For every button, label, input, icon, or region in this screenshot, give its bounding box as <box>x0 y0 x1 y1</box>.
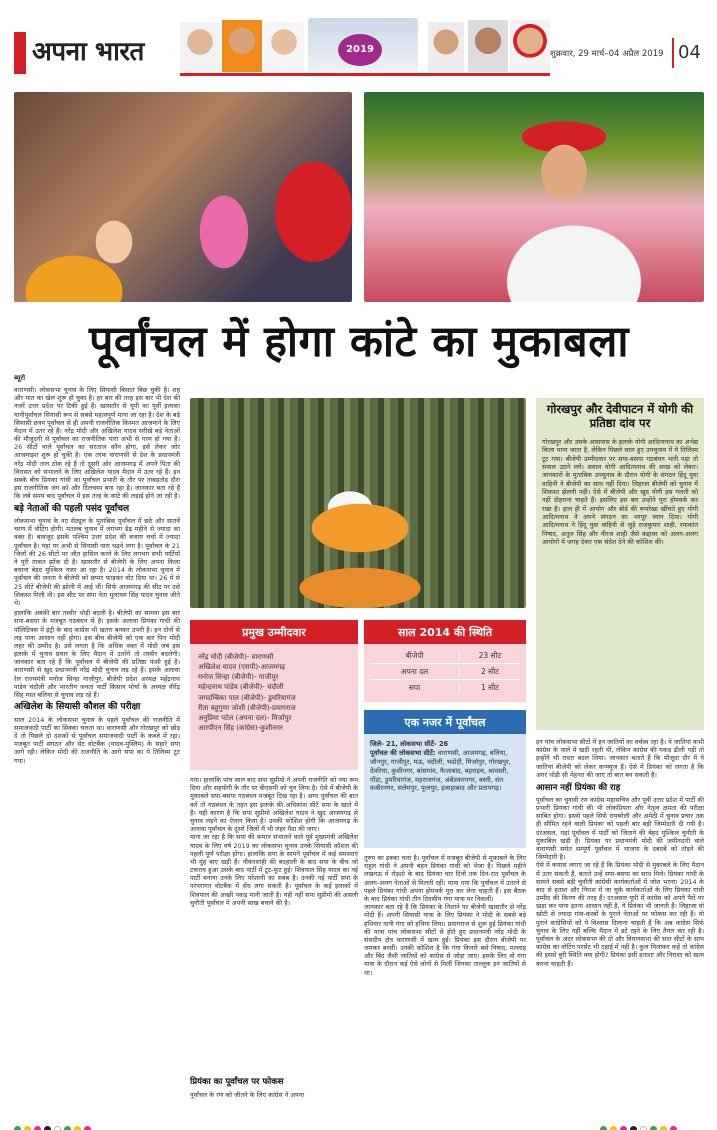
seats-cell: 1 सीट <box>481 683 499 692</box>
glance-box-body <box>370 740 520 793</box>
candidate-item: जगदम्बिका पाल (बीजेपी)- डुमरियागंज <box>198 693 296 702</box>
paragraph: साल 2014 के लोकसभा चुनाव के पहले पूर्वांचल की राजनीति में समाजवादी पार्टी का सिक्का चलता था। वाराणसी और गोरखपुर को छोड़ दें तो पिछले दो दशकों से पूर्वांचल समाजवादी पार्टी के कब्जे में रहा। मजबूत पार्टी संगठन और सेट वोटबैंक (यादव-मुस्लिम) के सहारे सपा आगे रही। लेकिन मोदी की राजनीति के आगे सपा का ये तिलिस्म टूट गया। <box>14 715 180 765</box>
leader-photo <box>222 20 262 72</box>
brand-title: अपना भारत <box>32 37 144 67</box>
color-dot <box>44 1126 51 1130</box>
candidate-item: अखिलेश यादव (एसपी)-आजमगढ़ <box>198 663 286 672</box>
party-cell: अपना दल <box>370 667 460 677</box>
byline: ब्यूरो <box>14 374 26 382</box>
priyanka-prayer-photo <box>14 92 352 302</box>
table-row <box>370 680 520 696</box>
subhead-priyanka-path: आसान नहीं प्रियंका की राह <box>536 782 621 793</box>
subhead-priyanka-focus-block <box>190 1072 358 1116</box>
glance-line-1: जिले- 21, लोकसभा सीटें- 26 <box>370 740 449 748</box>
roadshow-photo <box>190 398 526 608</box>
masthead-red-bar <box>14 32 26 74</box>
color-dot <box>670 1126 677 1130</box>
badge-2019: 2019 <box>338 34 382 66</box>
subhead-akhilesh: अखिलेश के सियासी कौशल की परीक्षा <box>14 702 141 713</box>
candidate-item: नरेंद्र मोदी (बीजेपी)- वाराणसी <box>198 653 274 661</box>
color-dot <box>74 1126 81 1130</box>
page-number: 04 <box>678 42 701 63</box>
color-dot <box>620 1126 627 1130</box>
article-middle-right-column <box>364 854 526 1116</box>
footer-color-dots-right <box>600 1118 680 1130</box>
color-dot <box>630 1126 637 1130</box>
color-dot <box>14 1126 21 1130</box>
issue-date: शुक्रवार, 29 मार्च–04 अप्रैल 2019 <box>550 49 664 59</box>
gorakhpur-sidebar <box>536 398 704 730</box>
leader-photo <box>510 20 550 72</box>
candidates-list <box>198 652 354 733</box>
status-2014-title-bar: साल 2014 की स्थिति <box>364 620 526 644</box>
masthead <box>14 14 704 78</box>
akhilesh-speech-photo <box>364 92 704 302</box>
leader-photo <box>428 22 464 72</box>
color-dot <box>54 1126 61 1130</box>
subhead-priyanka-focus: प्रियंका का पूर्वांचल पर फोकस <box>190 1077 284 1087</box>
paragraph: इन पांच लोकसभा सीटों में इन जातियों का वर्चस्व रहा है। ये जातियां कभी कांग्रेस के पाले में खड़ी रहती थीं, लेकिन कांग्रेस की पकड़ ढीली पड़ी तो इन्होंने भी रास्ता बदल लिया। जानकार बताते हैं कि मौजूदा दौर में ये जातियां बीजेपी को लेकर कन्फ्यूज हैं। ऐसे में प्रियंका को लगता है कि अगर थोड़ी सी मेहनत की जाए तो बात बन सकती है। <box>536 738 704 779</box>
party-cell: सपा <box>370 683 460 693</box>
seats-cell: 23 सीट <box>478 650 502 660</box>
candidate-item: अनुप्रिया पटेल (अपना दल)- मिर्जापुर <box>198 713 292 722</box>
leader-photo <box>180 22 220 72</box>
candidate-item: महेन्द्रनाथ पांडेय (बीजेपी)- चंदौली <box>198 683 284 692</box>
color-dot <box>600 1126 607 1130</box>
candidate-item: रीता बहुगुणा जोशी (बीजेपी)-प्रयागराज <box>198 703 296 712</box>
page-divider <box>672 38 674 68</box>
article-left-column <box>14 374 180 1114</box>
paragraph: हालांकि अबकी बार तस्वीर थोड़ी बदली है। बीजेपी का सामना इस बार सपा-बसपा के मजबूत गठबंधन से है। इसके अलावा प्रियंका गांधी की पॉलिटिक्स में इंट्री के बाद कांग्रेस भी खतरा बनकर उभरी है। इन दोनों से लड़ पाना आसान नहीं होगा। इस बीच बीजेपी को एक बार फिर मोदी लहर की उम्मीद है। उसे लगता है कि अधिक वक्त में मोदी जब इस इलाके में चुनाव प्रचार के लिए मैदान में उतरेंगे तो तस्वीर बदलेगी। जानकार बता रहे हैं कि पूर्वांचल में बीजेपी की प्रतिष्ठा फंसी हुई है। वाराणसी से खुद प्रधानमंत्री नरेंद्र मोदी चुनाव लड़ रहे हैं। इसके अलावा रेल राज्यमंत्री मनोज सिन्हा गाजीपुर, बीजेपी प्रदेश अध्यक्ष महेंद्रनाथ पांडेय चंदौली और भारतीय जनता पार्टी किसान मोर्चा के अध्यक्ष वीरेंद्र सिंह मस्त बलिया से चुनाव लड़ रहे हैं। <box>14 609 180 700</box>
seats-cell: 2 सीट <box>481 666 499 676</box>
color-dot <box>660 1126 667 1130</box>
glance-box <box>364 710 526 848</box>
status-2014-box <box>364 620 526 702</box>
table-row <box>370 648 520 664</box>
color-dot <box>64 1126 71 1130</box>
paragraph: गया। हालांकि पांच साल बाद सपा सुप्रीमो ने अपनी राजनीति को नया रूप दिया और सहयोगी के तौर पर बीएसपी को चुन लिया है। ऐसे में बीजेपी के मुकाबले सपा-बसपा गठबंधन मजबूत दिख रहा है। अगर पूर्वांचल की बात करें तो गठबंधन के तहत इस इलाके की अधिकांश सीटें सपा के खाते में हैं। यही कारण है कि सपा सुप्रीमो अखिलेश यादव ने खुद आजमगढ़ से चुनाव लड़ने का ऐलान किया है। उनकी कोशिश होगी कि आजमगढ़ के अलावा पूर्वांचल के दूसरे जिलों में भी लहर पैदा की जाए। माना जा रहा है कि सपा की कमान संभालने वाले पूर्व मुख्यमंत्री अखिलेश यादव के लिए वर्ष 2019 का लोकसभा चुनाव उनके सियासी कौशल की पहली पूर्ण परीक्षा होगा। हालांकि सपा के सामने पूर्वांचल में कई समस्याएं भी मुंह बाए खड़ी हैं। नौकरशाही की बदहाली के बाद सपा के बीच जो टकराव हुआ उसके बाद पार्टी में टूट-फूट हुई। शिवपाल सिंह यादव का नई पार्टी बनाना उनके लिए परेशानी का सबब है। उनकी नई पार्टी सपा के परंपरागत वोटबैंक में सेंध लगा सकती है। पूर्वांचल के कई इलाकों में शिवपाल की अच्छी पकड़ मानी जाती है। यही नहीं सपा सुप्रीमो की असली चुनौती पूर्वांचल में अपनी साख बचाने की है। <box>190 776 358 907</box>
table-row <box>370 664 520 680</box>
article-right-column <box>536 738 704 1116</box>
article-middle-column <box>190 776 358 1114</box>
leader-photo <box>468 20 508 72</box>
headline: पूर्वांचल में होगा कांटे का मुकाबला <box>88 317 630 367</box>
candidates-box-title: प्रमुख उम्मीदवार <box>190 620 358 644</box>
gorakhpur-sidebar-title: गोरखपुर और देवीपाटन में योगी की प्रतिष्ठा दांव पर <box>546 402 694 431</box>
party-cell: बीजेपी <box>370 651 460 661</box>
footer-color-dots-left <box>14 1118 94 1130</box>
subhead-big-leaders: बड़े नेताओं की पहली पसंद पूर्वांचल <box>14 503 130 514</box>
gorakhpur-sidebar-body: गोरखपुर और उसके आसपास के इलाके योगी आदित्यनाथ का अभेद्य किला माना जाता है, लेकिन पिछले साल हुए उपचुनाव में ये तिलिस्म टूट गया। बीजेपी उम्मीदवार पर सपा-बसपा गठबंधन भारी पड़ा तो सवाल उठने लगे। सवाल योगी आदित्यनाथ की साख को लेकर। जानकारों के मुताबिक उपचुनाव के दौरान योगी के संगठन हिंदू युवा वाहिनी ने बीजेपी का साथ नहीं दिया। लिहाजा बीजेपी को चुनाव में शिकस्त झेलनी पड़ी। ऐसे में बीजेपी और खुद योगी इस गलती को नहीं दोहराना चाहते हैं। इसलिए इस बार उन्होंने पूरा होमवर्क कर रखा है। हाल ही में आयोग और बोर्ड की रूपरेखा खींचते हुए योगी आदित्यनाथ ने अपने संगठन का भरपूर ध्यान दिया। योगी आदित्यनाथ ने हिंदू युवा वाहिनी से जुड़े राजकुमार शाही, रमाकांत निषाद, अतुल सिंह और नीरज शाही जैसे कद्दावर को अलग-अलग आयोगों में जगह देकर एक संदेश देने की कोशिश की। <box>542 438 698 546</box>
paragraph: पूर्वांचल के रण को जीतने के लिए कांग्रेस ने अपना <box>190 1091 304 1099</box>
glance-line-2: वाराणसी, आजमगढ़, बलिया, जौनपुर, गाजीपुर, मऊ, चंदौली, भदोही, मिर्जापुर, गोरखपुर, देवरिया, कुशीनगर, बांसगांव, फैजाबाद, बहराइच, श्रावस्ती, गोंडा, डुमरियागंज, महराजगंज, अंबेडकरनगर, बस्ती, संत कबीरनगर, सलेमपुर, फूलपुर, इलाहाबाद और प्रतापगढ़। <box>370 748 511 793</box>
color-dot <box>84 1126 91 1130</box>
lead-paragraph: वाराणसी। लोकसभा चुनाव के लिए सियासी बिसात बिछ चुकी है। शह और मात का खेल शुरू हो चुका है। हर बार की तरह इस बार भी देश की नजरें उत्तर प्रदेश पर टिकी हुई हैं। खासतौर से यूपी का पूर्वी इलाका यानीपूर्वांचल सियासी रूप से सबसे महत्वपूर्ण माना जा रहा है। देश के बड़े सियासी छत्रप पूर्वांचल से ही अपनी राजनीतिक किस्मत आजमाने के लिए मैदान में उतर रहे हैं। नरेंद्र मोदी और अखिलेश यादव सरीखे बड़े नेताओं की मौजूदगी से पूर्वांचल का राजनीतिक पारा अभी से गरम हो गया है। 26 सीटों वाले पूर्वांचल का सरताज कौन होगा, इसे लेकर जोर आजमाइश शुरू हो चुकी है। एक तरफ वाराणसी से देश के प्रधानमंत्री नरेंद्र मोदी ताल ठोक रहे हैं तो दूसरी ओर आजमगढ़ में अपने पिता की विरासत को संभालने के लिए अखिलेश यादव मैदान में उतर रहे हैं। इन सबके बीच प्रियंका गांधी का पूर्वांचल प्रभारी के तौर पर ताबड़तोड़ दौरा इस राजनीतिक जंग को और दिलचस्प बना रहा है। जानकार बता रहे हैं कि लंबे समय बाद पूर्वांचल में इस तरह के कांटे की लड़ाई होने जा रही है। <box>14 385 180 501</box>
candidate-item: आरपीएन सिंह (कांग्रेस)-कुशीनगर <box>198 723 283 732</box>
color-dot <box>610 1126 617 1130</box>
candidate-item: मनोज सिन्हा (बीजेपी)- गाजीपुर <box>198 673 279 682</box>
color-dot <box>650 1126 657 1130</box>
glance-line-2-label: पूर्वांचल की लोकसभा सीटें: <box>370 748 436 757</box>
color-dot <box>34 1126 41 1130</box>
leader-photo <box>264 22 304 72</box>
paragraph: तुरुप का इक्का चला है। पूर्वांचल में मजबूत बीजेपी से मुकाबले के लिए राहुल गांधी ने अपनी बहन प्रियंका गांधी को भेजा है। पिछले महीने लखनऊ में रोड़शो के बाद प्रियंका चार दिनों तक दिन-रात पूर्वांचल के अलग-अलग नेताओं से मिलती रहीं। माना गया कि पूर्वांचल में उतरने से पहले प्रियंका गांधी अपना होमवर्क पूरा कर लेना चाहती हैं। इस बैठक के बाद प्रियंका गांधी तीन दिवसीय गंगा यात्रा पर निकलीं। जानकार बता रहे हैं कि प्रियंका के निशाने पर बीजेपी खासतौर से नरेंद्र मोदी हैं। अपनी सियासी यात्रा के लिए प्रियंका ने मोदी के सबसे बड़े हथियार यानी गंगा को हथिया लिया। प्रयागराज से शुरू हुई प्रियंका गांधी की यात्रा पांच लोकसभा सीटों से होते हुए प्रधानमंत्री नरेंद्र मोदी के संसदीय क्षेत्र वाराणसी में खत्म हुई। प्रियंका इस दौरान बीजेपी पर जमकर बरसीं। उनकी कोशिश है कि गंगा किनारे बसे निषाद, मल्लाह और बिंद जैसी जातियों को कांग्रेस से जोड़ा जाए। इसके लिए वो गंगा यात्रा के दौरान कई ऐसे लोगों से मिलीं जिनका ताल्लुक इन जातियों से था। <box>364 854 526 977</box>
candidates-box <box>190 620 358 770</box>
color-dot <box>640 1126 647 1130</box>
glance-box-title-bar: एक नजर में पूर्वांचल <box>364 710 526 734</box>
paragraph: पूर्वांचल का चुनावी रण कांग्रेस महासचिव और पूर्वी उत्तर प्रदेश में पार्टी की प्रभारी प्रियंका गांधी की भी लोकप्रियता और नेतृत्व क्षमता की परीक्षा साबित होगा। इससे पहले सिर्फ रायबरेली और अमेठी में चुनाव प्रचार तक ही सीमित रहने वाली प्रियंका को पहली बार बड़ी जिम्मेदारी दी गयी है। दरअसल, यहां पूर्वांचल में पार्टी को जिताने की बेहद मुश्किल चुनौती के मुकाबिल खड़ी हैं। प्रियंका पर प्रधानमंत्री मोदी की जमीनदारी वाले वाराणसी समेत सम्पूर्ण पूर्वांचल में भाजपा के दबदबे को तोड़ने की जिम्मेदारी है। ऐसे में कयास लगाए जा रहे हैं कि प्रियंका मोदी से मुकाबले के लिए मैदान में उतर सकती हैं, बताते उन्हें सपा-बसपा का साथ मिले। प्रियंका गांधी के सामने सबसे बड़ी चुनौती कांग्रेसी कार्यकर्ताओं में जोश भरना। 2014 के बाद से हताश और निराश में जा चुके कार्यकर्ताओं के लिए प्रियंका गांधी उम्मीद की किरण की तरह हैं। दरअसल यूपी में कांग्रेस को अपने पैरों पर खड़ा कर पाना इतना आसान नहीं है, ये प्रियंका भी जानती हैं। लिहाजा वो खोटी से ज्यादा गांव-कस्बों के पुराने नेताओं पर फोकस कर रही हैं। वो पुराने कांग्रेसियों को ये विश्वास दिलाना चाहती हैं कि अब कांग्रेस सिर्फ चुनाव के लिए नहीं बल्कि मैदान में डटे रहने के लिए तैयार कर रही है। पूर्वांचल के अंदर लोकसभा की दो और विधानसभा की सात सीटों के साथ कांग्रेस का वोटिंग परसेंट भी दहाई में नहीं है। कुल मिलाकर कहें तो कांग्रेस की इससे बुरी स्थिति क्या होगी? प्रियंका इसी हताशा और निराशा को खत्म करना चाहती हैं। <box>536 795 704 968</box>
status-2014-table <box>370 648 520 696</box>
color-dot <box>24 1126 31 1130</box>
leaders-strip <box>180 14 550 76</box>
paragraph: लोकसभा चुनाव के नए सेट्यूल के मुताबिक पूर्वांचल में छठे और सातवें चरण में वोटिंग होगी। मतलब चुनाव में लगभग डेढ़ महीने से ज्यादा का वक्त है। बावजूद इसके पश्चिम उत्तर प्रदेश की बजाय चर्चा में ज्यादा पूर्वांचल है। यहां पर अभी से सियासी पारा चढ़ने लगा है। पूर्वांचल के 21 जिलों की 26 सीटों पर जीत हासिल करने के लिए लगभग सभी पार्टियों ने पूरी ताकत झोंक दी है। खासतौर से बीजेपी के लिए अपना किला बचाना बेहद मुश्किल नजर आ रहा है। 2014 के लोकसभा चुनाव में पूर्वांचल की जनता ने बीजेपी को छप्पर फाड़कर वोट दिया था। 26 में से 25 सीटें बीजेपी की झोली में आई थीं। सिर्फ आजमगढ़ की सीट पर उसे शिकस्त मिली थी। इस सीट पर सपा नेता मुलायम सिंह यादव चुनाव जीते थे। <box>14 517 180 607</box>
